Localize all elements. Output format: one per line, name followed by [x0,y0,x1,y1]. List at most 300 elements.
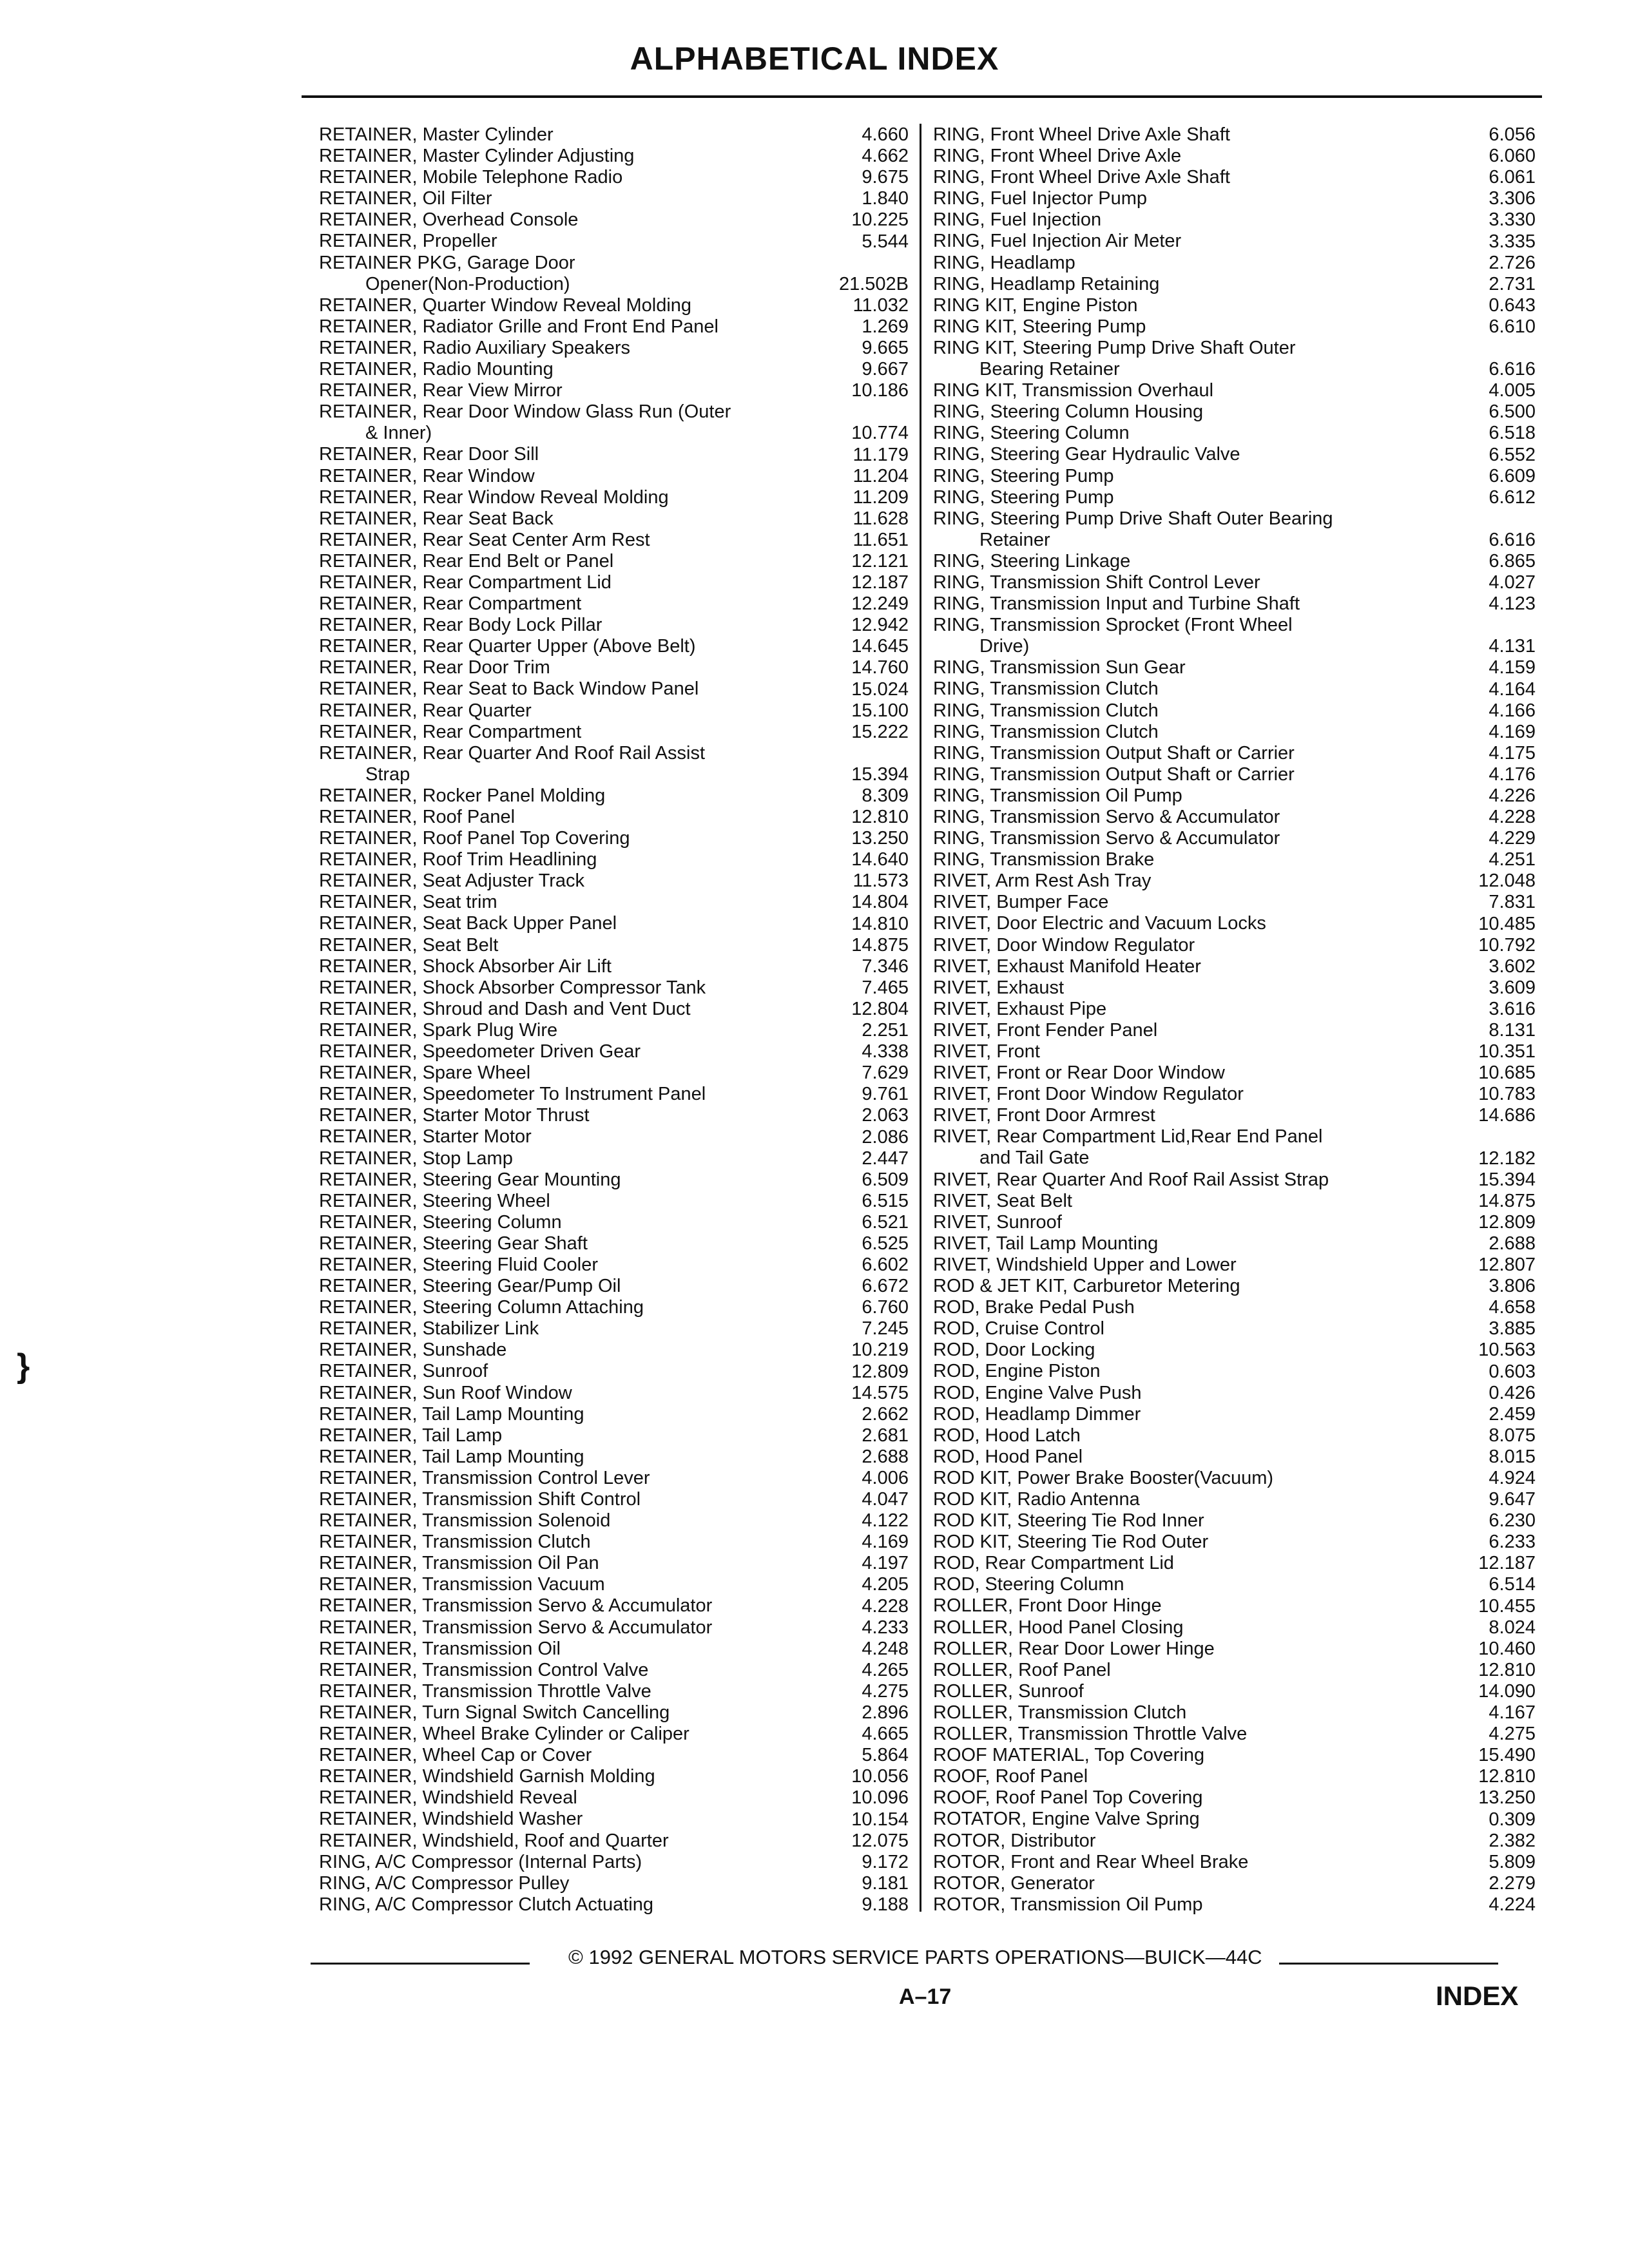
entry-label: RETAINER, Tail Lamp Mounting [319,1403,584,1425]
entry-label: RETAINER, Rear Window [319,465,535,486]
index-entry [319,1318,909,1340]
index-entry [933,1639,1536,1660]
entry-label: RIVET, Tail Lamp Mounting [933,1233,1159,1254]
entry-page-ref: 2.382 [1489,1830,1536,1851]
entry-page-ref: 3.885 [1489,1318,1536,1340]
entry-label: RING, Steering Column [933,423,1130,444]
index-entry [319,1745,909,1766]
entry-label: RETAINER, Radio Mounting [319,359,554,380]
page-title: ALPHABETICAL INDEX [630,41,999,77]
entry-page-ref: 14.804 [851,892,909,913]
entry-label: RETAINER, Roof Panel Top Covering [319,828,630,849]
entry-page-ref: 4.226 [1489,785,1536,806]
entry-label: RIVET, Seat Belt [933,1190,1072,1211]
entry-page-ref: 2.447 [862,1148,909,1169]
index-entry [319,487,909,508]
entry-page-ref: 6.500 [1489,401,1536,423]
entry-label: RETAINER, Transmission Oil [319,1638,561,1659]
entry-page-ref: 12.048 [1478,870,1536,892]
entry-page-ref: 4.338 [862,1041,909,1062]
entry-page-ref: 11.032 [853,294,909,316]
entry-label: RING, A/C Compressor Pulley [319,1872,570,1894]
section-label: INDEX [1436,1981,1519,2011]
index-entry [933,935,1536,956]
index-entry [319,146,909,167]
entry-page-ref: 6.233 [1489,1532,1536,1553]
entry-label: RETAINER, Transmission Oil Pan [319,1553,599,1574]
entry-page-ref: 9.667 [862,359,909,380]
entry-label: ROD KIT, Steering Tie Rod Outer [933,1532,1209,1553]
entry-label: RETAINER, Rear Compartment [319,721,582,742]
entry-label: ROTATOR, Engine Valve Spring [933,1809,1200,1830]
index-entry [319,722,909,743]
entry-label: RETAINER, Seat Adjuster Track [319,870,585,892]
index-entry [933,1361,1536,1382]
entry-page-ref: 10.783 [1478,1084,1536,1105]
entry-page-ref: 2.459 [1489,1403,1536,1425]
index-entry [319,1020,909,1041]
index-entry [319,295,909,316]
entry-page-ref: 4.159 [1489,657,1536,678]
entry-text [319,253,909,274]
entry-continuation-label: Retainer [979,529,1050,550]
entry-page-ref: 3.335 [1489,231,1536,252]
entry-label: RING, A/C Compressor (Internal Parts) [319,1851,642,1872]
index-entry [933,1532,1536,1553]
entry-page-ref: 12.810 [851,807,909,828]
index-entry [933,1020,1536,1041]
index-entry [319,1254,909,1276]
index-entry [319,1532,909,1553]
index-entry [319,1297,909,1318]
index-entry [933,1084,1536,1105]
entry-page-ref: 10.186 [851,380,909,401]
entry-label: RETAINER, Rear Body Lock Pillar [319,615,602,636]
entry-page-ref: 7.245 [862,1318,909,1340]
entry-label: RETAINER, Rear Compartment [319,593,582,615]
entry-label: RIVET, Front or Rear Door Window [933,1062,1225,1084]
index-entry [933,1318,1536,1340]
entry-page-ref: 14.090 [1478,1680,1536,1702]
entry-label: ROD KIT, Power Brake Booster(Vacuum) [933,1467,1274,1488]
entry-page-ref: 4.665 [862,1724,909,1745]
index-entry [933,1233,1536,1254]
entry-label: RING, Transmission Clutch [933,721,1159,742]
index-entry [933,1191,1536,1212]
index-entry [319,1468,909,1489]
index-entry [933,551,1536,572]
entry-page-ref: 12.187 [1478,1553,1536,1574]
index-entry [933,1062,1536,1084]
entry-page-ref: 6.610 [1489,316,1536,337]
entry-page-ref: 6.609 [1489,465,1536,486]
entry-continuation-label: Opener(Non-Production) [365,273,570,294]
entry-page-ref: 15.024 [851,678,909,700]
index-entry [933,1105,1536,1126]
index-entry [319,359,909,380]
entry-page-ref: 4.123 [1489,593,1536,615]
index-entry [319,1191,909,1212]
index-entry [933,1254,1536,1276]
entry-page-ref: 10.774 [851,423,909,444]
entry-label: RETAINER, Steering Gear/Pump Oil [319,1276,621,1297]
entry-page-ref: 10.792 [1478,934,1536,956]
index-entry [933,209,1536,231]
entry-page-ref: 9.181 [862,1872,909,1894]
entry-page-ref: 6.061 [1489,167,1536,188]
entry-page-ref: 15.394 [851,764,909,785]
index-entry [319,1617,909,1639]
entry-page-ref: 12.810 [1478,1766,1536,1787]
index-entry [319,999,909,1020]
index-entry [933,870,1536,892]
entry-page-ref: 6.612 [1489,486,1536,508]
entry-label: RETAINER, Tail Lamp [319,1425,503,1446]
index-entry [933,828,1536,849]
entry-label: RIVET, Exhaust Pipe [933,998,1107,1019]
entry-label: ROLLER, Front Door Hinge [933,1595,1162,1617]
entry-page-ref: 4.228 [1489,807,1536,828]
entry-page-ref: 4.167 [1489,1702,1536,1724]
entry-label: ROTOR, Generator [933,1872,1095,1894]
entry-label: RIVET, Windshield Upper and Lower [933,1254,1237,1275]
entry-label: RETAINER, Transmission Control Valve [319,1659,649,1680]
entry-page-ref: 5.809 [1489,1851,1536,1872]
index-entry [319,1639,909,1660]
index-entry [933,1724,1536,1745]
index-entry [319,1724,909,1745]
entry-label: RETAINER, Rear Door Trim [319,657,550,678]
entry-page-ref: 4.197 [862,1553,909,1574]
entry-page-ref: 6.509 [862,1169,909,1190]
index-entry [319,508,909,530]
index-entry [319,209,909,231]
index-entry [933,913,1536,934]
index-entry [933,999,1536,1020]
entry-label: RETAINER, Radio Auxiliary Speakers [319,337,630,358]
entry-label: RING, A/C Compressor Clutch Actuating [319,1894,653,1915]
entry-page-ref: 6.760 [862,1297,909,1318]
index-entry [319,253,909,295]
entry-label: RING, Transmission Clutch [933,678,1159,700]
index-entry [933,785,1536,807]
entry-label: ROLLER, Transmission Throttle Valve [933,1724,1248,1745]
entry-label: RETAINER, Tail Lamp Mounting [319,1446,584,1467]
entry-page-ref: 11.628 [853,508,909,529]
entry-page-ref: 3.306 [1489,188,1536,209]
entry-label: RETAINER, Oil Filter [319,188,492,209]
index-entry [319,1041,909,1062]
index-entry [933,1489,1536,1510]
entry-label: RETAINER, Rear Door Window Glass Run (Outer [319,401,731,423]
index-entry [933,977,1536,999]
entry-label: RETAINER, Master Cylinder Adjusting [319,146,635,167]
entry-page-ref: 6.230 [1489,1510,1536,1532]
entry-page-ref: 11.209 [853,486,909,508]
entry-page-ref: 3.609 [1489,977,1536,998]
footer-rule-left [311,1963,530,1965]
entry-page-ref: 12.187 [851,572,909,593]
index-entry [933,508,1536,551]
entry-page-ref: 6.515 [862,1190,909,1211]
entry-page-ref: 6.602 [862,1254,909,1276]
index-entry [933,700,1536,722]
index-entry [319,615,909,636]
index-entry [933,807,1536,828]
index-entry [319,1894,909,1916]
entry-label: RETAINER, Seat Back Upper Panel [319,913,617,934]
entry-page-ref: 5.544 [862,231,909,252]
index-entry [319,1702,909,1724]
index-entry [933,1660,1536,1681]
entry-page-ref: 2.726 [1489,252,1536,273]
entry-label: ROD & JET KIT, Carburetor Metering [933,1276,1240,1297]
index-entry [319,231,909,252]
entry-page-ref: 6.514 [1489,1574,1536,1595]
entry-label: RETAINER, Windshield Washer [319,1809,583,1830]
entry-label: RING, Transmission Output Shaft or Carrier [933,764,1295,785]
entry-label: RETAINER, Shock Absorber Compressor Tank [319,977,706,998]
entry-page-ref: 9.188 [862,1894,909,1915]
entry-page-ref: 9.647 [1489,1489,1536,1510]
index-entry [933,657,1536,678]
entry-page-ref: 4.047 [862,1489,909,1510]
index-entry [933,1787,1536,1809]
entry-page-ref: 14.875 [1478,1190,1536,1211]
entry-page-ref: 4.275 [862,1680,909,1702]
entry-page-ref: 0.426 [1489,1382,1536,1403]
entry-page-ref: 4.229 [1489,828,1536,849]
entry-page-ref: 4.265 [862,1659,909,1680]
entry-label: RETAINER, Windshield Garnish Molding [319,1766,655,1787]
entry-label: RIVET, Door Window Regulator [933,934,1195,956]
entry-label: RETAINER, Steering Fluid Cooler [319,1254,599,1275]
entry-page-ref: 2.896 [862,1702,909,1724]
entry-label: RETAINER, Rocker Panel Molding [319,785,606,806]
entry-label: RING KIT, Transmission Overhaul [933,380,1214,401]
entry-label: RETAINER, Steering Column [319,1211,562,1233]
entry-page-ref: 4.662 [862,146,909,167]
entry-page-ref: 0.643 [1489,294,1536,316]
entry-label: ROLLER, Transmission Clutch [933,1702,1187,1723]
entry-label: RING, Transmission Servo & Accumulator [933,807,1280,827]
entry-page-ref: 10.563 [1478,1340,1536,1361]
entry-label: RETAINER, Transmission Solenoid [319,1510,611,1532]
entry-text [933,1126,1536,1148]
entry-page-ref: 11.573 [853,870,909,892]
entry-page-ref: 12.809 [851,1361,909,1382]
index-entry [933,593,1536,615]
index-entry [319,167,909,188]
entry-label: RIVET, Exhaust Manifold Heater [933,956,1201,977]
entry-page-ref: 2.688 [1489,1233,1536,1254]
index-entry [933,1510,1536,1532]
entry-page-ref: 13.250 [1478,1787,1536,1809]
entry-label: ROOF MATERIAL, Top Covering [933,1745,1205,1766]
index-entry [933,1169,1536,1191]
entry-label: RETAINER, Starter Motor Thrust [319,1105,590,1126]
index-entry [319,1809,909,1830]
entry-page-ref: 2.086 [862,1126,909,1148]
entry-label: RING, Front Wheel Drive Axle [933,146,1182,167]
entry-page-ref: 4.122 [862,1510,909,1532]
header-rule [302,95,1542,98]
entry-page-ref: 8.131 [1489,1020,1536,1041]
index-entry [933,295,1536,316]
entry-page-ref: 1.269 [862,316,909,337]
entry-page-ref: 15.394 [1478,1169,1536,1190]
entry-label: RING, Steering Gear Hydraulic Valve [933,444,1240,465]
index-entry [319,1595,909,1617]
entry-label: RETAINER, Windshield Reveal [319,1787,577,1809]
entry-page-ref: 4.228 [862,1595,909,1617]
entry-label: RETAINER, Stop Lamp [319,1148,513,1169]
entry-label: RING, Transmission Output Shaft or Carrier [933,742,1295,764]
entry-page-ref: 4.660 [862,124,909,146]
entry-page-ref: 14.760 [851,657,909,678]
entry-page-ref: 5.864 [862,1745,909,1766]
index-entry [933,423,1536,444]
entry-page-ref: 4.275 [1489,1724,1536,1745]
index-entry [319,1105,909,1126]
entry-page-ref: 4.924 [1489,1468,1536,1488]
index-entry [933,380,1536,401]
index-entry [933,1873,1536,1894]
index-entry [933,956,1536,977]
index-entry [933,1297,1536,1318]
entry-label: RING KIT, Steering Pump [933,316,1146,337]
entry-label: RING, Transmission Oil Pump [933,785,1182,806]
index-entry [319,807,909,828]
entry-page-ref: 4.006 [862,1468,909,1488]
entry-label: RIVET, Front Door Armrest [933,1105,1155,1126]
index-entry [933,338,1536,380]
entry-label: RETAINER, Sunshade [319,1340,507,1361]
index-entry [319,1446,909,1468]
entry-label: RING, Transmission Clutch [933,700,1159,721]
index-entry [319,1681,909,1702]
entry-page-ref: 8.024 [1489,1617,1536,1638]
entry-label: ROLLER, Hood Panel Closing [933,1617,1184,1638]
index-entry [319,1425,909,1446]
entry-page-ref: 9.665 [862,338,909,359]
entry-label: RIVET, Door Electric and Vacuum Locks [933,913,1266,934]
entry-label: RETAINER, Rear Compartment Lid [319,572,612,593]
index-entry [319,380,909,401]
entry-page-ref: 3.616 [1489,998,1536,1019]
entry-label: ROD, Rear Compartment Lid [933,1553,1174,1574]
entry-page-ref: 12.810 [1478,1659,1536,1680]
index-entry [319,593,909,615]
index-entry [933,572,1536,593]
index-entry [319,572,909,593]
entry-page-ref: 2.251 [862,1020,909,1041]
entry-page-ref: 10.351 [1478,1041,1536,1062]
index-entry [319,1553,909,1574]
entry-page-ref: 12.942 [851,615,909,636]
entry-page-ref: 8.015 [1489,1446,1536,1467]
entry-label: RETAINER, Roof Trim Headlining [319,849,597,870]
footer-copyright: © 1992 GENERAL MOTORS SERVICE PARTS OPERATIONS—BUICK—44C [568,1946,1262,1968]
entry-page-ref: 11.651 [853,529,909,550]
index-entry [933,892,1536,913]
entry-label: RETAINER, Rear Quarter Upper (Above Belt) [319,636,696,657]
entry-page-ref: 10.455 [1478,1595,1536,1617]
entry-page-ref: 4.175 [1489,742,1536,764]
index-entry [933,615,1536,657]
entry-label: ROTOR, Distributor [933,1830,1096,1851]
index-entry [933,849,1536,870]
entry-page-ref: 6.060 [1489,146,1536,167]
entry-page-ref: 7.465 [862,977,909,998]
entry-page-ref: 4.224 [1489,1894,1536,1915]
entry-page-ref: 10.485 [1478,913,1536,934]
index-entry [319,338,909,359]
entry-continuation-label: and Tail Gate [979,1148,1090,1169]
entry-page-ref: 1.840 [862,188,909,209]
entry-page-ref: 14.645 [851,636,909,657]
entry-label: RIVET, Exhaust [933,977,1065,998]
entry-label: ROD, Headlamp Dimmer [933,1403,1141,1425]
index-entry [933,722,1536,743]
entry-page-ref: 2.731 [1489,273,1536,294]
entry-page-ref: 0.603 [1489,1361,1536,1382]
entry-label: RING, Transmission Servo & Accumulator [933,828,1280,849]
index-entry [933,1617,1536,1639]
index-entry [319,551,909,572]
entry-label: ROLLER, Roof Panel [933,1659,1111,1680]
entry-page-ref: 6.616 [1489,529,1536,550]
entry-page-ref: 6.518 [1489,423,1536,444]
index-entry [933,1446,1536,1468]
entry-label: RETAINER, Steering Gear Mounting [319,1169,621,1190]
entry-label: RING, Steering Column Housing [933,401,1204,423]
index-entry [319,1510,909,1532]
entry-page-ref: 2.063 [862,1105,909,1126]
entry-label: ROD, Engine Valve Push [933,1382,1142,1403]
entry-label: RETAINER, Master Cylinder [319,124,554,145]
entry-label: RETAINER, Transmission Throttle Valve [319,1680,651,1702]
entry-label: ROD, Engine Piston [933,1361,1101,1382]
entry-text [933,338,1536,359]
entry-page-ref: 2.279 [1489,1872,1536,1894]
entry-label: RETAINER, Transmission Clutch [319,1532,591,1553]
entry-label: RING, Fuel Injection Air Meter [933,231,1182,252]
index-entry [319,444,909,465]
entry-text [319,401,909,423]
entry-label: ROD, Steering Column [933,1574,1124,1595]
index-entry [933,1041,1536,1062]
entry-page-ref: 10.219 [851,1340,909,1361]
entry-label: RETAINER, Seat Belt [319,934,499,956]
index-entry [933,1126,1536,1169]
index-entry [319,1766,909,1787]
entry-label: ROD, Cruise Control [933,1318,1104,1340]
entry-page-ref: 12.249 [851,593,909,615]
entry-label: RETAINER, Wheel Brake Cylinder or Caliper [319,1724,689,1745]
index-entry [933,316,1536,338]
index-entry [319,188,909,209]
entry-label: ROTOR, Transmission Oil Pump [933,1894,1203,1915]
entry-page-ref: 15.222 [851,721,909,742]
entry-page-ref: 4.205 [862,1574,909,1595]
index-entry [319,1084,909,1105]
index-entry [933,124,1536,146]
entry-label: RING, Fuel Injector Pump [933,188,1147,209]
entry-label: RETAINER, Transmission Servo & Accumulator [319,1617,713,1638]
entry-label: RIVET, Bumper Face [933,892,1109,913]
entry-label: RETAINER, Starter Motor [319,1126,532,1148]
